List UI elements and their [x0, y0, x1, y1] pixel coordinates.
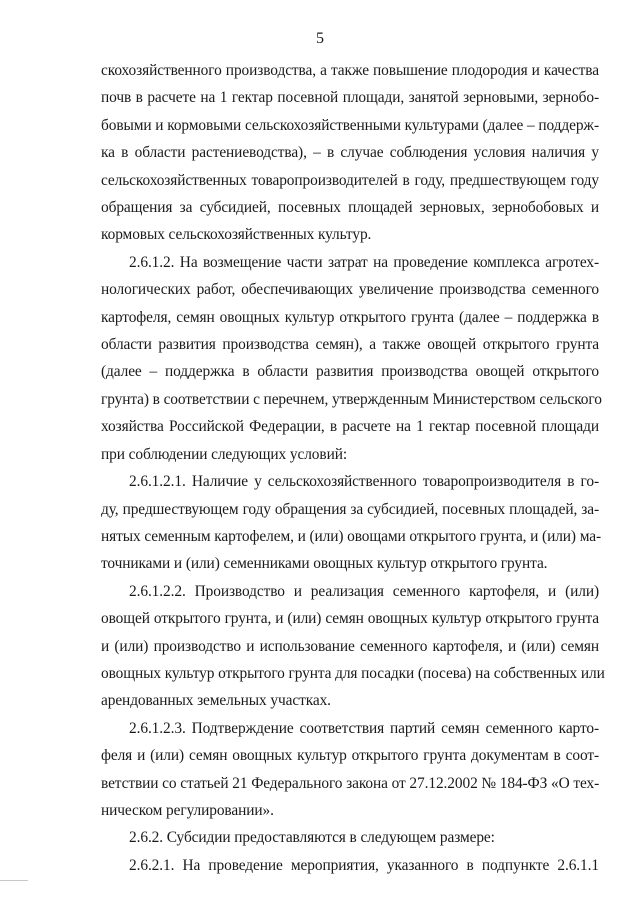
paragraph-2-6-1-2-1 — [101, 468, 599, 578]
paragraph-2-6-1-2-3 — [101, 715, 599, 825]
text-line: грунта) в соответствии с перечнем, утвержденным Министерством сельского — [101, 390, 602, 408]
paragraph-2-6-2 — [101, 824, 599, 851]
text-line: хозяйства Российской Федерации, в расчете на 1 гектар посевной площади — [101, 418, 599, 436]
text-line: арендованных земельных участках. — [101, 692, 331, 710]
text-line: ка в области растениеводства), – в случае соблюдения условия наличия у — [101, 144, 599, 162]
text-line: 2.6.1.2.2. Производство и реализация семенного картофеля, и (или) — [129, 582, 599, 600]
text-line: ду, предшествующем году обращения за субсидией, посевных площадей, за- — [101, 500, 599, 518]
text-line: при соблюдении следующих условий: — [101, 445, 348, 463]
text-line: картофеля, семян овощных культур открытого грунта (далее – поддержка в — [101, 308, 599, 326]
paragraph-2-6-2-1 — [101, 852, 599, 879]
scan-edge-mark — [0, 880, 28, 881]
paragraph-2-6-1-2-2 — [101, 578, 605, 715]
text-line: ническом регулировании». — [101, 801, 274, 819]
text-line: сельскохозяйственных товаропроизводителей в году, предшествующем году — [101, 171, 599, 189]
paragraph-intro-continuation — [101, 57, 599, 249]
text-line: скохозяйственного производства, а также повышение плодородия и качества — [101, 62, 599, 79]
text-line: нологических работ, обеспечивающих увеличение производства семенного — [101, 281, 599, 299]
text-line: овощей открытого грунта, и (или) семян овощных культур открытого грунта — [101, 610, 599, 628]
text-line: 2.6.1.2.3. Подтверждение соответствия партий семян семенного карто- — [129, 719, 599, 737]
text-line: (далее – поддержка в области развития производства овощей открытого — [101, 363, 599, 381]
text-line: почв в расчете на 1 гектар посевной площади, занятой зерновыми, зернобо- — [101, 89, 599, 107]
text-line: области развития производства семян), а также овощей открытого грунта — [101, 336, 599, 354]
text-line: кормовых сельскохозяйственных культур. — [101, 226, 372, 244]
text-line: 2.6.1.2.1. Наличие у сельскохозяйственного товаропроизводителя в го- — [129, 473, 599, 491]
page-number: 5 — [316, 30, 324, 47]
text-line: точниками и (или) семенниками овощных культур открытого грунта. — [101, 555, 548, 573]
text-line: ветствии со статьей 21 Федерального закона от 27.12.2002 № 184-ФЗ «О тех- — [101, 774, 600, 792]
text-line: обращения за субсидией, посевных площадей зерновых, зернобобовых и — [101, 199, 599, 217]
text-line: нятых семенным картофелем, и (или) овощами открытого грунта, и (или) ма- — [101, 527, 601, 545]
text-line: 2.6.2. Субсидии предоставляются в следующем размере: — [129, 829, 495, 847]
text-line: 2.6.2.1. На проведение мероприятия, указанного в подпункте 2.6.1.1 — [129, 856, 599, 874]
paragraph-2-6-1-2 — [101, 249, 602, 468]
text-line: феля и (или) семян овощных культур открытого грунта документам в соот- — [101, 747, 599, 765]
text-line: овощных культур открытого грунта для посадки (посева) на собственных или — [101, 664, 605, 682]
document-body — [101, 57, 605, 879]
text-line: 2.6.1.2. На возмещение части затрат на проведение комплекса агротех- — [129, 253, 599, 271]
text-line: и (или) производство и использование семенного картофеля, и (или) семян — [101, 637, 599, 655]
text-line: бовыми и кормовыми сельскохозяйственными культурами (далее – поддерж- — [101, 116, 599, 134]
